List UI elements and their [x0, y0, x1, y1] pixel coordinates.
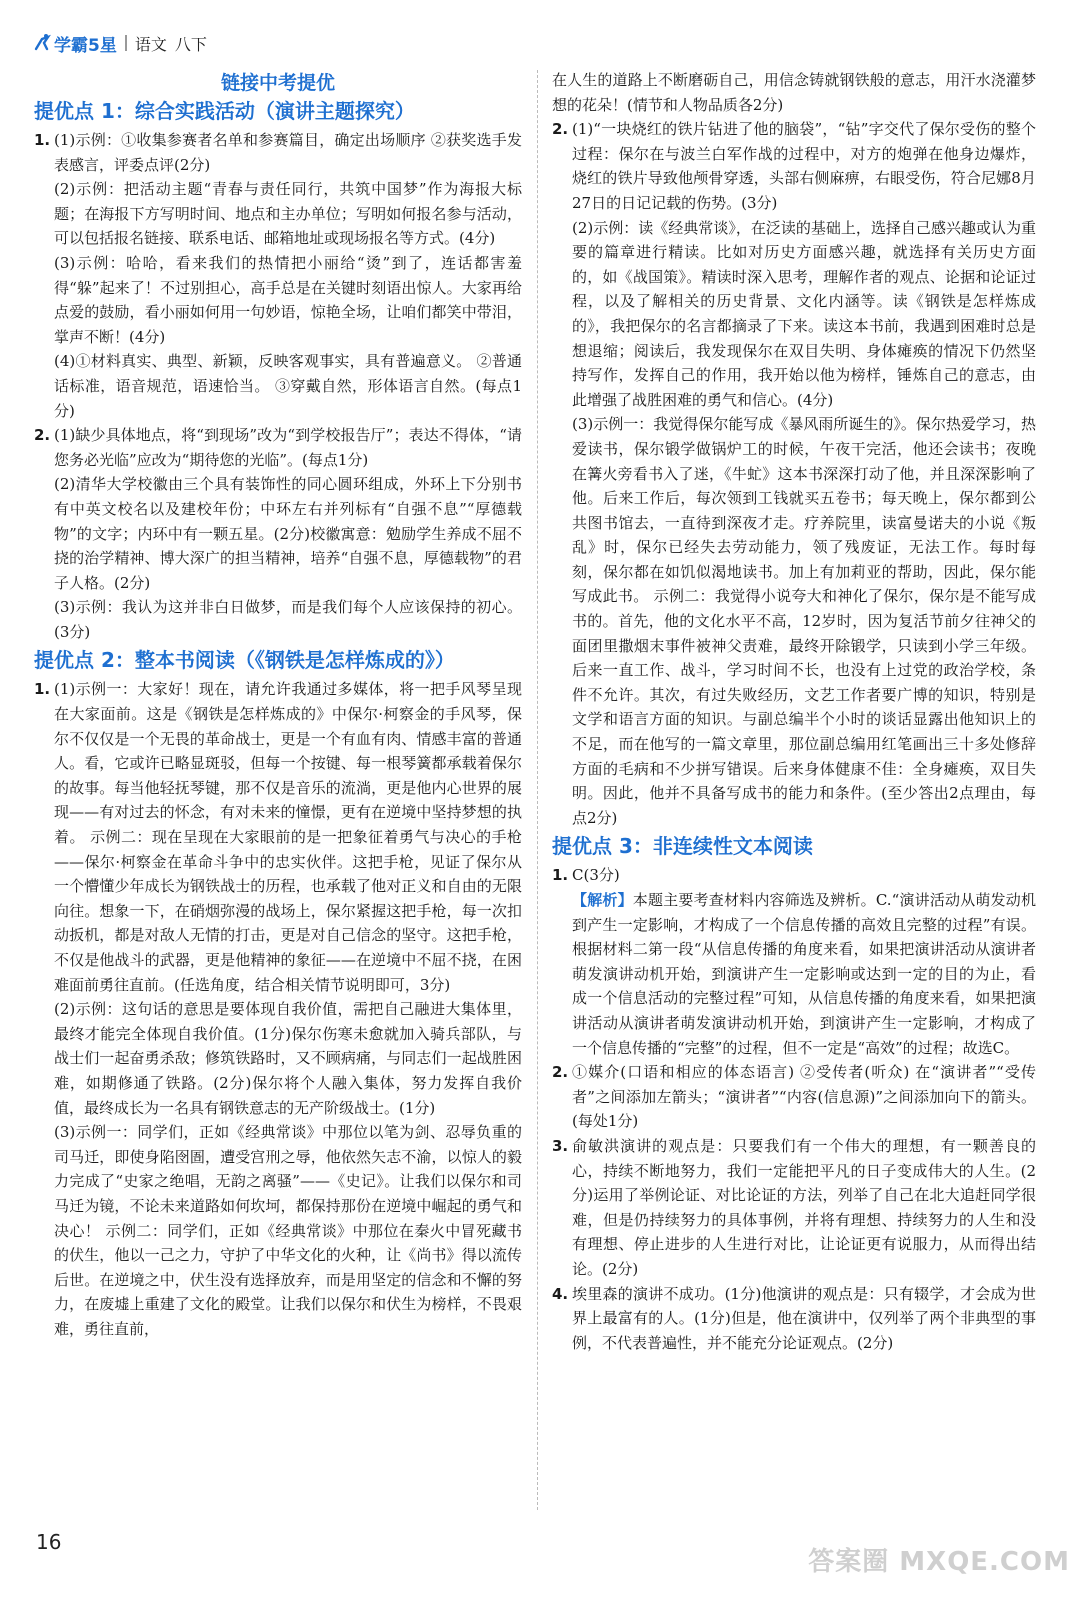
- watermark: 答案圈 MXQE.COM: [808, 1547, 1070, 1577]
- answer-paragraph: ①媒介(口语和相应的体态语言) ②受传者(听众) 在“演讲者”“受传者”之间添加左箭头；“演讲者”“内容(信息源)”之间添加向下的箭头。(每处1分): [572, 1063, 1036, 1131]
- answer-paragraph: 埃里森的演讲不成功。(1分)他演讲的观点是：只有辍学，才会成为世界上最富有的人。(1分)但是，他在演讲中，仅列举了两个非典型的事例，不代表普遍性，并不能充分论证观点。(2分): [572, 1284, 1036, 1352]
- question-item: [552, 863, 1036, 1060]
- left-column: [34, 68, 522, 1342]
- analysis-tag: 【解析】: [572, 891, 633, 909]
- question-number: 1.: [552, 866, 569, 885]
- answer-paragraph: (2)示例：读《经典常谈》，在泛读的基础上，选择自己感兴趣或认为重要的篇章进行精读。比如对历史方面感兴趣，就选择有关历史方面的，如《战国策》。精读时深入思考，理解作者的观点、论据和论证过程，以及了解相关的历史背景、文化内涵等。读《钢铁是怎样炼成的》，我把保尔的名言都摘录了下来。读这本书前，我遇到困难时总是想退缩；阅读后，我发现保尔在双目失明、身体瘫痪的情况下仍然坚持写作，发挥自己的作用，我开始以他为榜样，锤炼自己的意志，由此增强了战胜困难的勇气和信心。(4分): [572, 218, 1036, 409]
- answer-paragraph: (1)示例一：大家好！现在，请允许我通过多媒体，将一把手风琴呈现在大家面前。这是《钢铁是怎样炼成的》中保尔·柯察金的手风琴，保尔不仅仅是一个无畏的革命战士，更是一个有血有肉、情感丰富的普通人。看，它或许已略显斑驳，但每一个按键、每一根琴簧都承载着保尔的故事。每当他轻抚琴键，那不仅是音乐的流淌，更是他内心世界的展现——有对过去的怀念，有对未来的憧憬，更有在逆境中坚持梦想的执着。 示例二：现在呈现在大家眼前的是一把象征着勇气与决心的手枪——保尔·柯察金在革命斗争中的忠实伙伴。这把手枪，见证了保尔从一个懵懂少年成长为钢铁战士的历程，也承载了他对正义和自由的无限向往。想象一下，在硝烟弥漫的战场上，保尔紧握这把手枪，每一次扣动扳机，都是对敌人无情的打击，更是对自己信念的坚守。这把手枪，不仅是他战斗的武器，更是他精神的象征——在逆境中不屈不挠，在困难面前勇往直前。(任选角度，结合相关情节说明即可，3分): [54, 680, 522, 994]
- analysis-text: 本题主要考查材料内容筛选及辨析。C.“演讲活动从萌发动机到产生一定影响，才构成了一个信息传播的高效且完整的过程”有误。根据材料二第一段“从信息传播的角度来看，如果把演讲活动从演讲者萌发演讲动机开始，到演讲产生一定影响或达到一定的目的为止，看成一个信息活动的完整过程”可知，从信息传播的角度来看，如果把演讲活动从演讲者萌发演讲动机开始，到演讲产生一定影响，才构成了一个信息传播的“完整”的过程，但不一定是“高效”的过程；故选C。: [572, 891, 1036, 1057]
- continued-text: 在人生的道路上不断磨砺自己，用信念铸就钢铁般的意志，用汗水浇灌梦想的花朵！(情节和人物品质各2分): [552, 71, 1036, 114]
- question-number: 2.: [552, 120, 569, 139]
- brand-logo: [32, 31, 117, 56]
- right-column: [552, 68, 1036, 1355]
- point2-title: 提优点 2：整本书阅读（《钢铁是怎样炼成的》）: [34, 648, 455, 673]
- grade-label: 八下: [174, 34, 207, 54]
- answer-paragraph: (3)示例一：我觉得保尔能写成《暴风雨所诞生的》。保尔热爱学习，热爱读书，保尔锻学做锅炉工的时候，午夜干完活，他还会读书；夜晚在篝火旁看书入了迷，《牛虻》这本书深深打动了他，并且深深影响了他。后来工作后，每次领到工钱就买五卷书；每天晚上，保尔都到公共图书馆去，一直待到深夜才走。疗养院里，读富曼诺夫的小说《叛乱》时，保尔已经失去劳动能力，领了残废证，无法工作。每时每刻，保尔都在如饥似渴地读书。加上有加莉亚的帮助，因此，保尔能写成此书。 示例二：我觉得小说夸大和神化了保尔，保尔是不能写成书的。首先，他的文化水平不高，12岁时，因为复活节前夕往神父的面团里撒烟末事件被神父责难，最终开除锻学，只读到小学三年级。后来一直工作、战斗，学习时间不长，也没有上过党的政治学校，条件不允许。其次，有过失败经历，文艺工作者要广博的知识，特别是文学和语言方面的知识。与副总编半个小时的谈话显露出他知识上的不足，而在他写的一篇文章里，那位副总编用红笔画出三十多处修辞方面的毛病和不少拼写错误。后来身体健康不佳：全身瘫痪，双目失明。因此，他并不具备写成书的能力和条件。(至少答出2点理由，每点2分): [572, 415, 1036, 827]
- question-item: [34, 677, 522, 1341]
- question-number: 4.: [552, 1284, 569, 1303]
- question-number: 3.: [552, 1136, 569, 1155]
- question-number: 2.: [34, 426, 51, 445]
- question-item: [34, 423, 522, 644]
- question-item: [552, 1060, 1036, 1134]
- answer-paragraph: C(3分): [572, 866, 620, 885]
- answer-paragraph: (2)示例：这句话的意思是要体现自我价值，需把自己融进大集体里，最终才能完全体现自我价值。(1分)保尔伤寒未愈就加入骑兵部队，与战士们一起奋勇杀敌；修筑铁路时，又不顾病痛，与同志们一起战胜困难，如期修通了铁路。(2分)保尔将个人融入集体，努力发挥自我价值，最终成长为一名具有钢铁意志的无产阶级战士。(1分): [54, 1000, 522, 1117]
- brand-name: 学霸5星: [54, 35, 117, 56]
- question-number: 1.: [34, 131, 51, 149]
- column-divider: [537, 70, 538, 1510]
- answer-paragraph: (2)清华大学校徽由三个具有装饰性的同心圆环组成，外环上下分别书有中英文校名以及建校年份；中环左右并列标有“自强不息”“厚德载物”的文字；内环中有一颗五星。(2分)校徽寓意：勉励学生养成不屈不挠的治学精神、博大深广的担当精神，培养“自强不息，厚德载物”的君子人格。(2分): [54, 475, 522, 592]
- answer-paragraph: (3)示例一：同学们，正如《经典常谈》中那位以笔为剑、忍辱负重的司马迁，即使身陷囹圄，遭受宫刑之辱，他依然矢志不渝，以惊人的毅力完成了“史家之绝唱，无韵之离骚”——《史记》。让我们以保尔和司马迁为镜，不论未来道路如何坎坷，都保持那份在逆境中崛起的勇气和决心！ 示例二：同学们，正如《经典常谈》中那位在秦火中冒死藏书的伏生，他以一己之力，守护了中华文化的火种，让《尚书》得以流传后世。在逆境之中，伏生没有选择放弃，而是用坚定的信念和不懈的努力，在废墟上重建了文化的殿堂。让我们以保尔和伏生为榜样，不畏艰难，勇往直前，: [54, 1123, 522, 1338]
- question-number: 2.: [552, 1063, 569, 1082]
- answer-paragraph: (4)①材料真实、典型、新颖，反映客观事实，具有普遍意义。 ②普通话标准，语音规范，语速恰当。 ③穿戴自然，形体语言自然。(每点1分): [54, 352, 522, 420]
- section-title: 链接中考提优: [220, 72, 335, 94]
- runner-icon: [32, 33, 52, 53]
- answer-paragraph: (2)示例：把活动主题“青春与责任同行，共筑中国梦”作为海报大标题；在海报下方写明时间、地点和主办单位；写明如何报名参与活动，可以包括报名链接、联系电话、邮箱地址或现场报名等方式。(4分): [54, 180, 522, 248]
- question-item: [552, 1282, 1036, 1356]
- page-header: [32, 28, 207, 58]
- question-number: 1.: [34, 680, 51, 699]
- analysis-paragraph: [572, 888, 1036, 1060]
- answer-paragraph: (3)示例：哈哈，看来我们的热情把小丽给“烫”到了，连话都害羞得“躲”起来了！不过别担心，高手总是在关键时刻语出惊人。大家再给点爱的鼓励，看小丽如何用一句妙语，惊艳全场，让咱们都笑中带泪，掌声不断！(4分): [54, 253, 522, 346]
- answer-paragraph: (1)示例：①收集参赛者名单和参赛篇目，确定出场顺序 ②获奖选手发表感言，评委点评(2分): [54, 131, 522, 174]
- answer-paragraph: (3)示例：我认为这并非白日做梦，而是我们每个人应该保持的初心。(3分): [54, 598, 522, 641]
- answer-paragraph: 俞敏洪演讲的观点是：只要我们有一个伟大的理想，有一颗善良的心，持续不断地努力，我们一定能把平凡的日子变成伟大的人生。(2分)运用了举例论证、对比论证的方法，列举了自己在北大追赶同学很难，但是仍持续努力的具体事例，并将有理想、持续努力的人生和没有理想、停止进步的人生进行对比，让论证更有说服力，从而得出结论。(2分): [572, 1136, 1036, 1278]
- point1-title: 提优点 1：综合实践活动（演讲主题探究）: [34, 99, 415, 123]
- page-number: 16: [36, 1530, 62, 1554]
- question-item: [552, 1134, 1036, 1282]
- question-item: [552, 117, 1036, 830]
- subject-label: 语文: [134, 34, 167, 54]
- header-separator: [125, 35, 127, 51]
- answer-paragraph: (1)“一块烧红的铁片钻进了他的脑袋”，“钻”字交代了保尔受伤的整个过程：保尔在与波兰白军作战的过程中，对方的炮弹在他身边爆炸，烧红的铁片导致他颅骨穿透，头部右侧麻痹，右眼受伤，符合尼娜8月27日的日记记载的伤势。(3分): [572, 120, 1036, 212]
- point3-title: 提优点 3：非连续性文本阅读: [552, 834, 813, 859]
- question-item: [34, 128, 522, 423]
- answer-paragraph: (1)缺少具体地点，将“到现场”改为“到学校报告厅”；表达不得体，“请您务必光临”应改为“期待您的光临”。(每点1分): [54, 426, 522, 469]
